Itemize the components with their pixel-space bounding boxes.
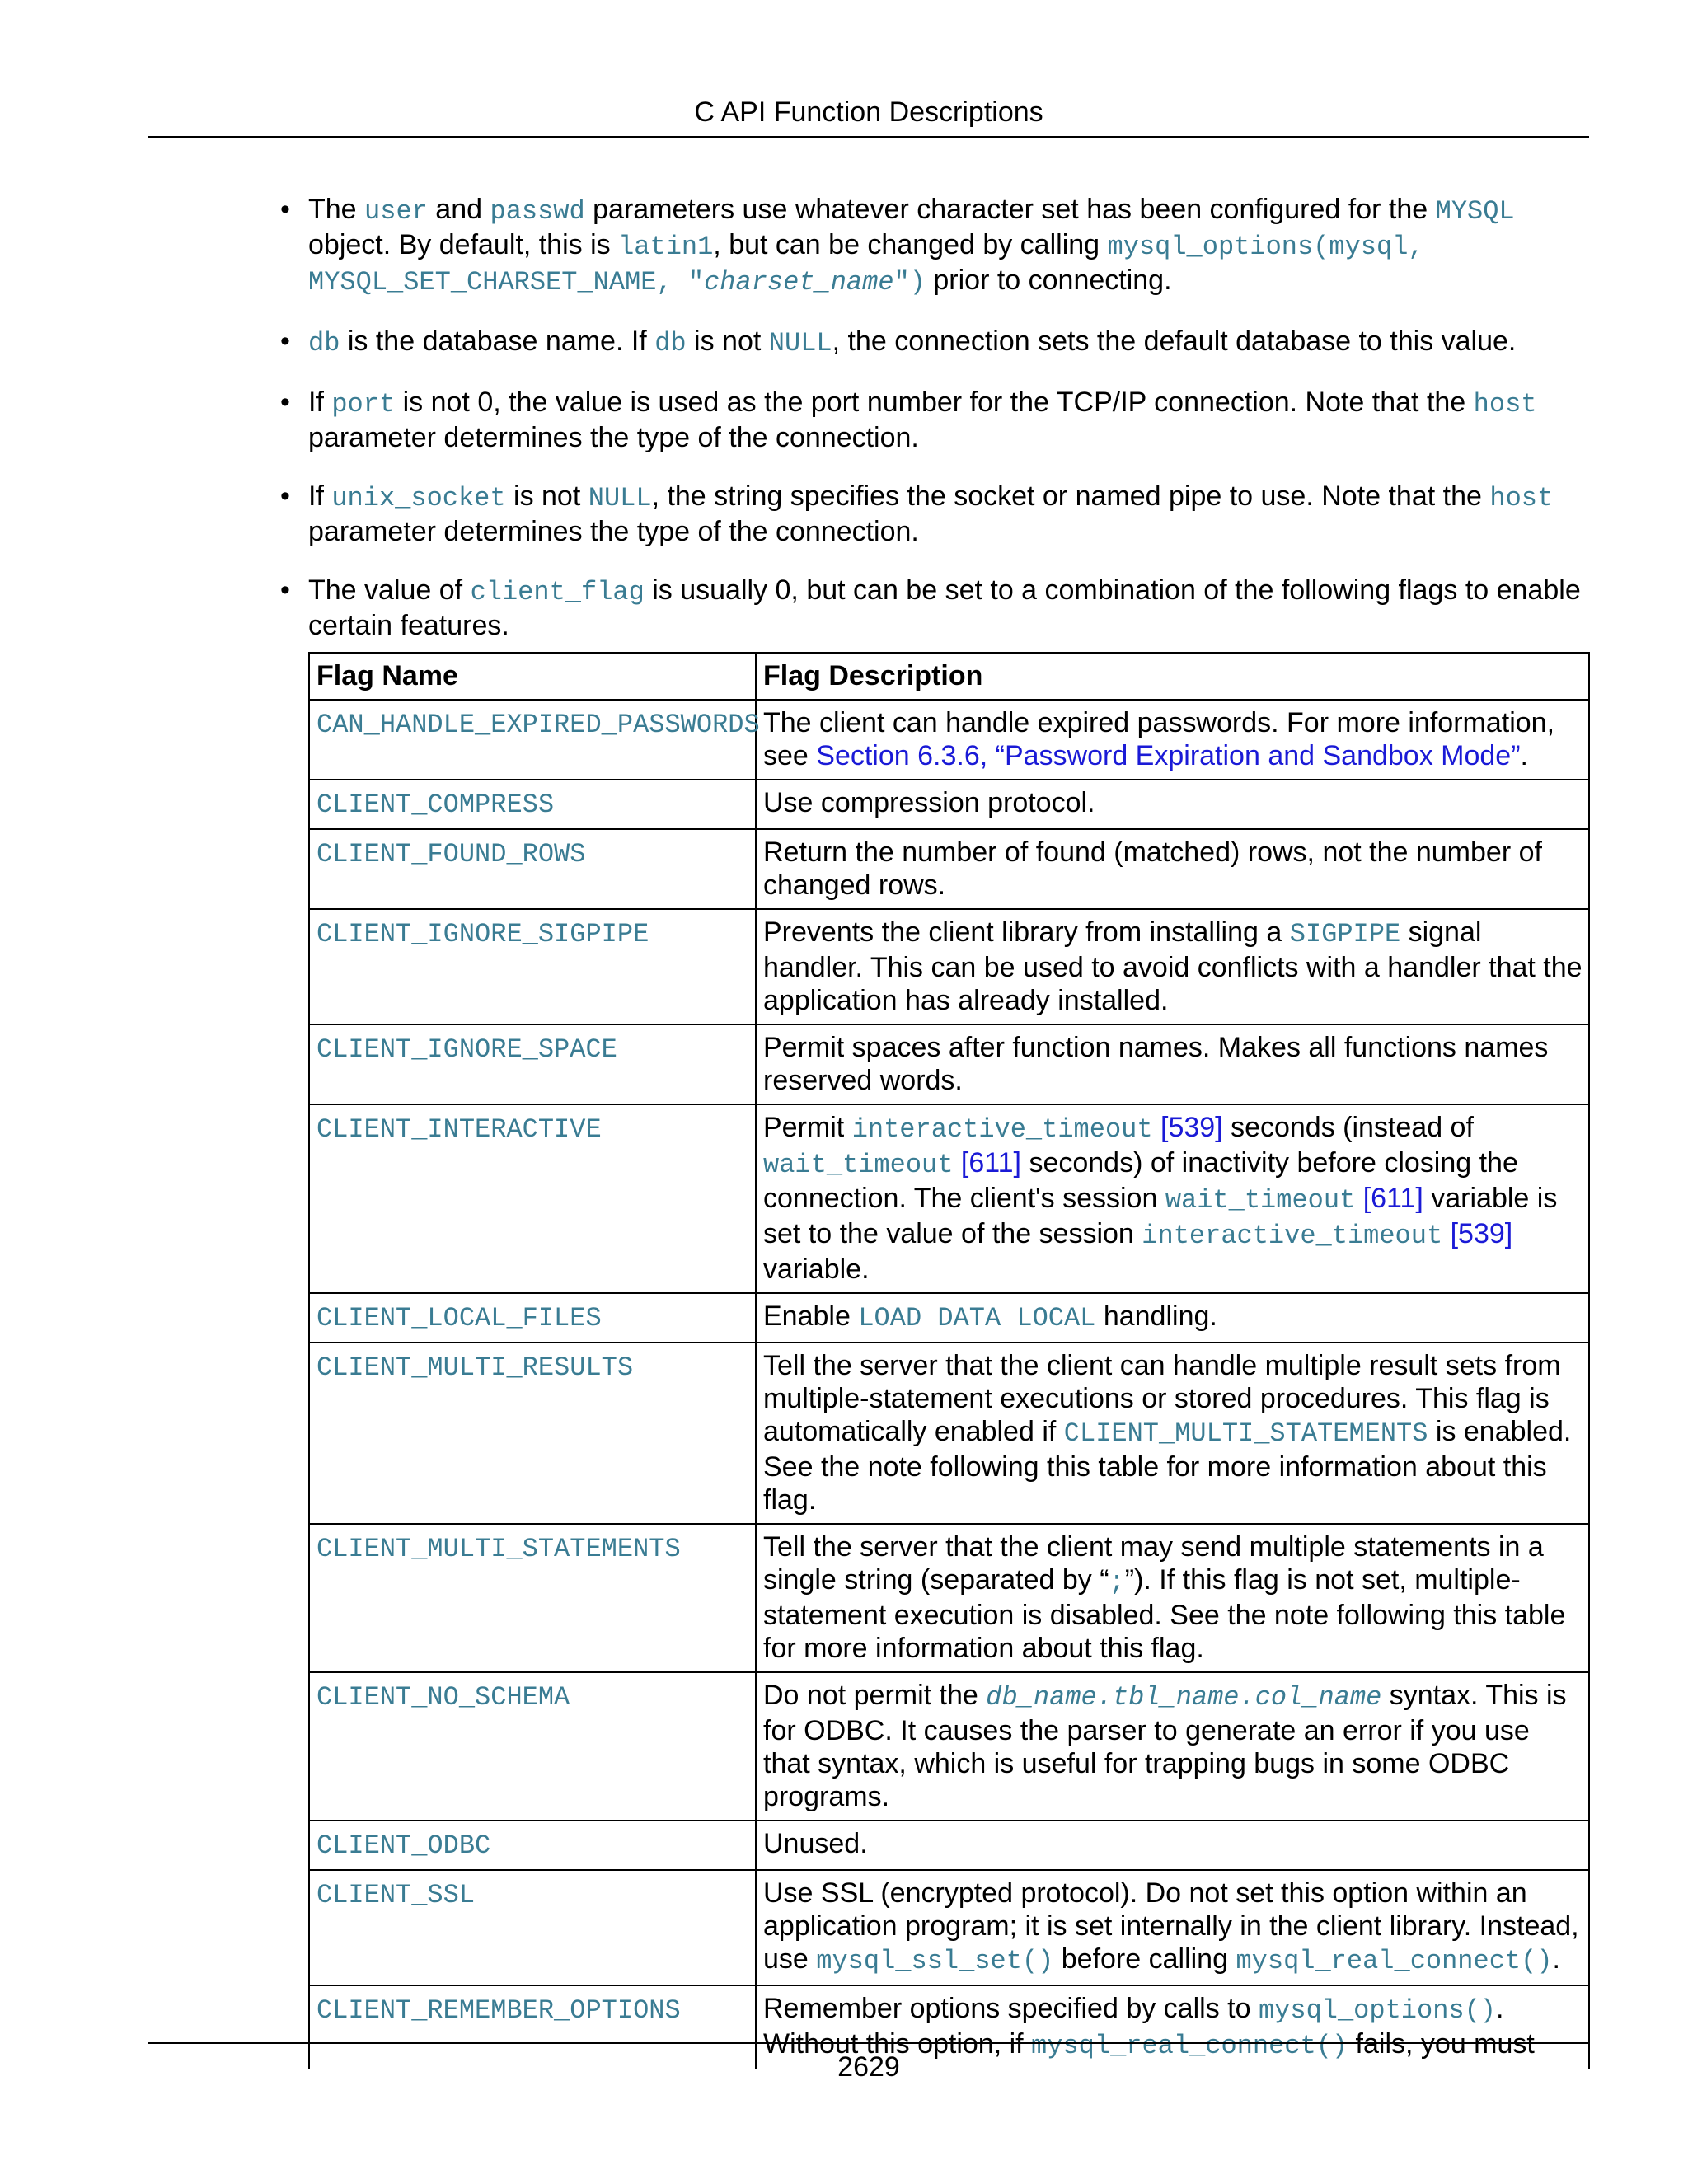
flag-description-cell — [756, 1343, 1589, 1524]
flag-name-cell — [309, 1343, 756, 1524]
table-row — [309, 829, 1589, 909]
code-latin1: latin1 — [618, 232, 714, 262]
flag-description-cell — [756, 1104, 1589, 1293]
page-ref-link[interactable]: [611] — [1362, 1183, 1423, 1214]
text: syntax. This is for ODBC. It causes the parser to generate an error if you use that syntax, which is useful for trapping bugs in some ODBC programs. — [763, 1680, 1567, 1812]
flag-description-cell — [756, 829, 1589, 909]
flag-name: CLIENT_ODBC — [316, 1830, 491, 1861]
flag-name-cell — [309, 829, 756, 909]
text: The — [308, 194, 365, 225]
text: Permit spaces after function names. Makes all functions names reserved words. — [763, 1032, 1549, 1096]
text: , but can be changed by calling — [713, 229, 1108, 260]
text: Use compression protocol. — [763, 787, 1095, 818]
text: is not — [505, 480, 588, 512]
code-mysql: MYSQL — [1435, 196, 1515, 227]
table-row — [309, 1343, 1589, 1524]
parameter-notes-list — [280, 193, 1591, 642]
table-row — [309, 1293, 1589, 1343]
table-row — [309, 1524, 1589, 1672]
code-mysql-ssl-set: mysql_ssl_set() — [816, 1946, 1054, 1976]
code-mysql-real-connect: mysql_real_connect() — [1236, 1946, 1553, 1976]
code-interactive-timeout: interactive_timeout — [851, 1114, 1153, 1145]
flag-description-cell — [756, 1870, 1589, 1985]
flag-name: CLIENT_MULTI_RESULTS — [316, 1352, 634, 1383]
page-ref-link[interactable]: [539] — [1450, 1218, 1513, 1249]
text: signal handler. This can be used to avoid conflicts with a handler that the application has already installed. — [763, 916, 1582, 1016]
code-port: port — [331, 389, 396, 419]
text: fails, you must — [1348, 2028, 1535, 2060]
code-db: db — [654, 328, 687, 359]
text: If — [308, 387, 332, 418]
text: seconds) of inactivity before closing the connection. The client's session — [763, 1147, 1518, 1214]
footer-rule — [148, 2042, 1589, 2044]
text: variable is set to the value of the session — [763, 1183, 1558, 1249]
flag-name-cell — [309, 700, 760, 780]
column-header-flag-name: Flag Name — [309, 653, 756, 700]
text: object. By default, this is — [308, 229, 619, 260]
flag-name-cell — [309, 780, 756, 829]
code-sigpipe: SIGPIPE — [1289, 919, 1401, 949]
list-item-db — [280, 325, 1591, 360]
flag-name: CLIENT_REMEMBER_OPTIONS — [316, 1995, 681, 2026]
table-row — [309, 700, 1589, 780]
text: Permit — [763, 1112, 852, 1143]
flag-name: CAN_HANDLE_EXPIRED_PASSWORDS — [316, 710, 760, 740]
list-item-port — [280, 386, 1591, 454]
code-db: db — [308, 328, 340, 359]
code-mysql-real-connect: mysql_real_connect() — [1031, 2031, 1348, 2061]
code-mysql-options: mysql_options(mysql, MYSQL_SET_CHARSET_NAME, " — [308, 232, 1424, 298]
flag-name: CLIENT_COMPRESS — [316, 790, 555, 820]
flag-name: CLIENT_NO_SCHEMA — [316, 1682, 570, 1713]
text: handling. — [1095, 1301, 1217, 1332]
flag-name-cell — [309, 909, 756, 1024]
text: , the connection sets the default database to this value. — [832, 326, 1517, 357]
text: If — [308, 480, 332, 512]
flag-name-cell — [309, 1870, 756, 1985]
text: Return the number of found (matched) rows, not the number of changed rows. — [763, 837, 1542, 901]
flag-name: CLIENT_SSL — [316, 1880, 476, 1910]
flag-description-cell — [756, 700, 1589, 780]
client-flag-table — [308, 652, 1590, 2069]
text: parameter determines the type of the connection. — [308, 422, 919, 453]
section-link[interactable]: Section 6.3.6, “Password Expiration and Sandbox Mode” — [816, 740, 1521, 771]
header-rule — [148, 136, 1589, 138]
text: Do not permit the — [763, 1680, 987, 1711]
code-semicolon: ; — [1109, 1567, 1125, 1597]
text: Use SSL (encrypted protocol). Do not set this option within an application program; it is set internally in the client library. Instead, use — [763, 1877, 1579, 1975]
flag-name-cell — [309, 1821, 756, 1870]
table-row — [309, 1870, 1589, 1985]
table-row — [309, 780, 1589, 829]
text: . — [1520, 740, 1528, 771]
text: ”). If this flag is not set, multiple-statement execution is disabled. See the note following this table for more information about this flag. — [763, 1564, 1566, 1664]
table-row — [309, 1024, 1589, 1104]
flag-description-cell — [756, 909, 1589, 1024]
flag-description-cell — [756, 1024, 1589, 1104]
table-header-row — [309, 653, 1589, 700]
code-wait-timeout: wait_timeout — [763, 1150, 954, 1180]
flag-name-cell — [309, 1293, 756, 1343]
list-item-user-passwd — [280, 193, 1591, 299]
page-number: 2629 — [837, 2051, 900, 2083]
text: Tell the server that the client may send multiple statements in a single string (separated by “ — [763, 1531, 1544, 1596]
flag-name: CLIENT_FOUND_ROWS — [316, 839, 586, 869]
page-ref-link[interactable]: [539] — [1160, 1112, 1223, 1143]
flag-description-cell — [756, 1524, 1589, 1672]
text: is the database name. If — [340, 326, 655, 357]
flag-name: CLIENT_IGNORE_SIGPIPE — [316, 919, 649, 949]
flag-name: CLIENT_LOCAL_FILES — [316, 1303, 602, 1333]
code-load-data-local: LOAD DATA LOCAL — [858, 1303, 1096, 1333]
text: prior to connecting. — [925, 265, 1172, 296]
text: is enabled. See the note following this table for more information about this flag. — [763, 1416, 1572, 1516]
code-unix-socket: unix_socket — [331, 483, 506, 513]
code-client-flag: client_flag — [470, 577, 645, 607]
flag-name-cell — [309, 1672, 756, 1821]
code-host: host — [1473, 389, 1537, 419]
text: The client can handle expired passwords. For more information, see — [763, 707, 1555, 771]
flag-name: CLIENT_IGNORE_SPACE — [316, 1034, 617, 1065]
text: . Without this option, if — [763, 1993, 1504, 2060]
flag-description-cell — [756, 780, 1589, 829]
column-header-flag-description: Flag Description — [756, 653, 1589, 700]
code-mysql-options-end: ") — [893, 267, 926, 298]
flag-name: CLIENT_MULTI_STATEMENTS — [316, 1534, 681, 1564]
text: seconds (instead of — [1222, 1112, 1474, 1143]
text: is usually 0, but can be set to a combination of the following flags to enable certain features. — [308, 574, 1581, 641]
text: before calling — [1053, 1943, 1236, 1975]
text: and — [427, 194, 490, 225]
text: Prevents the client library from installing a — [763, 916, 1290, 948]
flag-name: CLIENT_INTERACTIVE — [316, 1114, 602, 1145]
code-mysql-options: mysql_options() — [1258, 1995, 1496, 2026]
text: Unused. — [763, 1828, 868, 1859]
code-null: NULL — [768, 328, 832, 359]
table-row — [309, 1821, 1589, 1870]
table-row — [309, 1672, 1589, 1821]
flag-name-cell — [309, 1024, 756, 1104]
text: variable. — [763, 1254, 870, 1285]
running-header: C API Function Descriptions — [694, 96, 1043, 128]
flag-description-cell — [756, 1293, 1589, 1343]
text: parameter determines the type of the connection. — [308, 516, 919, 547]
text: The value of — [308, 574, 471, 606]
list-item-client-flag — [280, 574, 1591, 642]
flag-description-cell — [756, 1672, 1589, 1821]
page-content — [280, 193, 1591, 2069]
code-charset-name: charset_name — [704, 267, 894, 298]
page-ref-link[interactable]: [611] — [960, 1147, 1021, 1179]
code-host: host — [1489, 483, 1554, 513]
text: , the string specifies the socket or named pipe to use. Note that the — [651, 480, 1490, 512]
text: Remember options specified by calls to — [763, 1993, 1259, 2024]
code-wait-timeout: wait_timeout — [1165, 1185, 1356, 1216]
text: parameters use whatever character set has been configured for the — [584, 194, 1436, 225]
text: . — [1552, 1943, 1560, 1975]
flag-description-cell — [756, 1821, 1589, 1870]
code-interactive-timeout: interactive_timeout — [1142, 1221, 1443, 1251]
text: Tell the server that the client can handle multiple result sets from multiple-statement executions or stored procedures. This flag is automatically enabled if — [763, 1350, 1561, 1447]
table-row — [309, 1104, 1589, 1293]
code-user: user — [364, 196, 428, 227]
text: is not — [686, 326, 769, 357]
flag-name-cell — [309, 1524, 756, 1672]
code-client-multi-statements: CLIENT_MULTI_STATEMENTS — [1063, 1418, 1428, 1449]
text: Enable — [763, 1301, 859, 1332]
code-null: NULL — [588, 483, 652, 513]
table-row — [309, 909, 1589, 1024]
flag-name-cell — [309, 1104, 756, 1293]
text: is not 0, the value is used as the port number for the TCP/IP connection. Note that the — [395, 387, 1474, 418]
list-item-unix-socket — [280, 480, 1591, 548]
code-passwd: passwd — [490, 196, 585, 227]
code-db-tbl-col-name: db_name.tbl_name.col_name — [986, 1682, 1382, 1713]
